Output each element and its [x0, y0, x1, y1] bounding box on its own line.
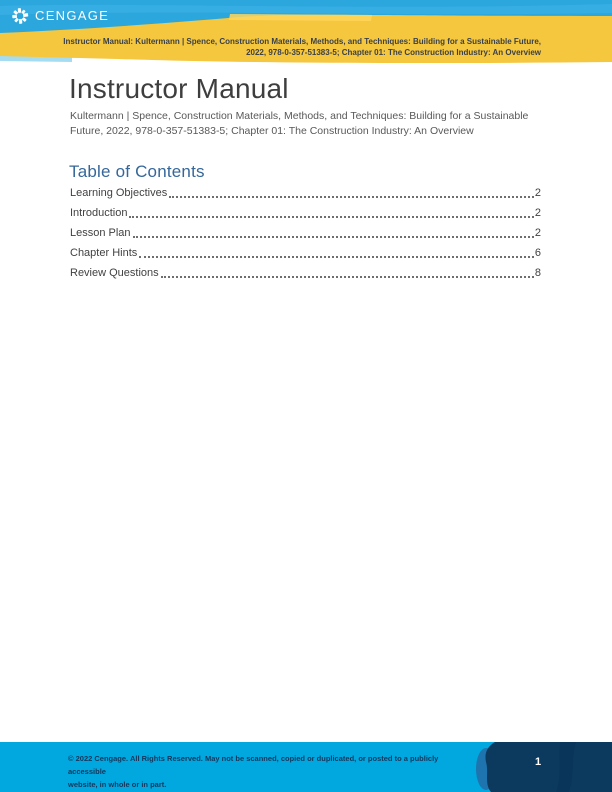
- toc-dot-leader: [169, 196, 534, 198]
- header-running-title-line2: 2022, 978-0-357-51383-5; Chapter 01: The Construction Industry: An Overview: [246, 47, 541, 57]
- toc-entry-label: Introduction: [70, 207, 128, 219]
- toc-heading: Table of Contents: [69, 162, 205, 181]
- copyright-line2: website, in whole or in part.: [68, 780, 167, 789]
- toc-entry-introduction[interactable]: [70, 206, 541, 220]
- toc-dot-leader: [139, 256, 534, 258]
- toc-dot-leader: [133, 236, 534, 238]
- toc-dot-leader: [161, 276, 534, 278]
- page-title: Instructor Manual: [69, 73, 289, 104]
- toc-entry-page: 2: [534, 227, 541, 239]
- toc-entry-page: 2: [534, 207, 541, 219]
- toc-entry-page: 6: [534, 247, 541, 259]
- toc-entry-page: 8: [534, 267, 541, 279]
- toc-entry-learning-objectives[interactable]: [70, 186, 541, 200]
- toc-entry-label: Lesson Plan: [70, 227, 131, 239]
- page-number: 1: [534, 756, 542, 768]
- cengage-logo-text: CENGAGE: [35, 8, 110, 23]
- book-subtitle: Kultermann | Spence, Construction Materials, Methods, and Techniques: Building for a Sustainable Future, 2022, 978-0-357-51383-5; Chapter 01: The Construction Industry: An Overview: [70, 110, 529, 137]
- page-header: [0, 0, 612, 66]
- toc-entry-lesson-plan[interactable]: [70, 226, 541, 240]
- page-footer: [0, 742, 612, 792]
- copyright-line1: © 2022 Cengage. All Rights Reserved. May not be scanned, copied or duplicated, or posted to a publicly accessible: [68, 754, 439, 776]
- toc-entry-label: Review Questions: [70, 267, 159, 279]
- toc-entry-label: Learning Objectives: [70, 187, 168, 199]
- toc-entry-chapter-hints[interactable]: [70, 246, 541, 260]
- header-running-title: [63, 37, 541, 58]
- toc-dot-leader: [129, 216, 533, 218]
- toc-entry-label: Chapter Hints: [70, 247, 138, 259]
- table-of-contents: [70, 186, 541, 286]
- cengage-logo-icon: [10, 6, 30, 26]
- copyright-notice: [68, 752, 470, 791]
- toc-entry-page: 2: [534, 187, 541, 199]
- cengage-logo: [10, 6, 109, 26]
- header-running-title-line1: Instructor Manual: Kultermann | Spence, Construction Materials, Methods, and Techniques: Building for a Sustainable Future,: [63, 37, 541, 46]
- toc-entry-review-questions[interactable]: [70, 266, 541, 280]
